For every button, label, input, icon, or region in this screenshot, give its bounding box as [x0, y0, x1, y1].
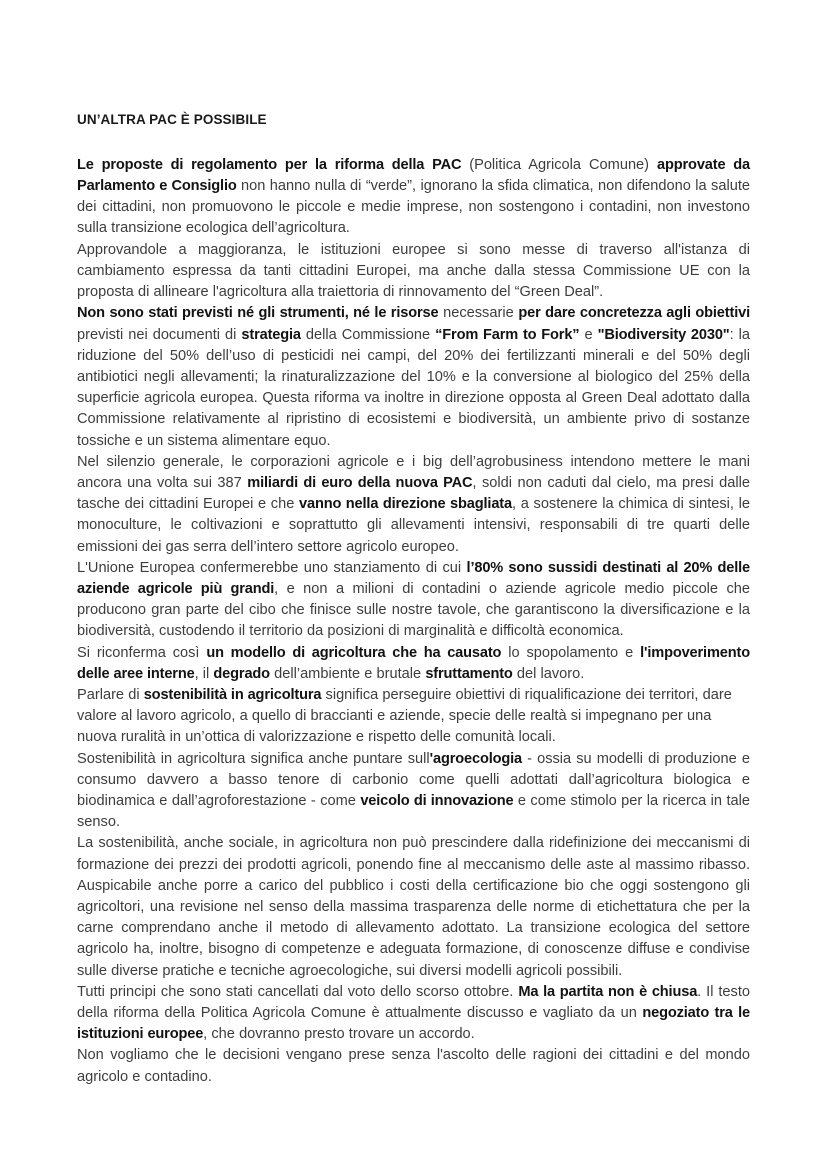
text-run: lo spopolamento e: [501, 644, 641, 661]
emphasis-run: sfruttamento: [425, 665, 513, 682]
p2-approvandole-maggioranza: [77, 240, 750, 304]
text-run: significa perseguire obiettivi di riqualificazione dei territori, dare valore al lavoro agricolo, a quello di braccianti e aziende, specie delle realtà si impegnano per una nuova ruralità in un’ottica di valorizzazione e rispetto delle comunità locali.: [77, 686, 732, 746]
emphasis-run: Le proposte di regolamento per la riforma della PAC: [77, 156, 470, 173]
emphasis-run: miliardi di euro della nuova PAC: [247, 474, 473, 491]
emphasis-run: Non sono stati previsti né gli strumenti, né le risorse: [77, 305, 439, 322]
text-run: non hanno nulla di “verde”, ignorano la sfida climatica, non difendono la salute dei cittadini, non promuovono le piccole e medie imprese, non sostengono i contadini, non investono sulla transizione ecologica dell’agricoltura.: [77, 178, 750, 237]
p7-sostenibilita-agricoltura: [77, 685, 750, 749]
text-run: Parlare di: [77, 686, 144, 703]
paragraph-list: [77, 155, 750, 1088]
text-run: Approvandole a maggioranza, le istituzioni europee si sono messe di traverso all'istanza di cambiamento espressa da tanti cittadini Europei, ma anche dalla stessa Commissione UE con la proposta di allineare l'agricoltura alla traiettoria di rinnovamento del “Green Deal”.: [77, 241, 750, 301]
text-run: previsti nei documenti di: [77, 326, 242, 343]
text-run: Sostenibilità in agricoltura significa anche puntare sull: [77, 750, 430, 767]
text-run: , che dovranno presto trovare un accordo.: [203, 1026, 475, 1043]
text-run: . Il testo della riforma della Politica Agricola Comune è attualmente discusso e vagliato da un: [77, 983, 750, 1021]
text-run: e: [579, 326, 598, 343]
text-run: , e non a milioni di contadini o aziende agricole medio piccole che producono gran parte del cibo che finisce sulle nostre tavole, che garantiscono la diversificazione e la biodiversità, custodendo il territorio da posizioni di marginalità e difficoltà economica.: [77, 580, 750, 640]
document-body: [77, 112, 750, 1088]
emphasis-run: per dare concretezza agli obiettivi: [518, 305, 750, 322]
text-run: Si riconferma così: [77, 644, 207, 661]
p1-proposte-regolamento: [77, 155, 750, 240]
emphasis-run: Ma la partita non è chiusa: [518, 983, 698, 1000]
p9-sostenibilita-sociale: [77, 833, 750, 981]
p4-silenzio-generale: [77, 452, 750, 558]
emphasis-run: strategia: [241, 326, 301, 343]
text-run: : la riduzione del 50% dell’uso di pesticidi nei campi, del 20% dei fertilizzanti minerali e del 50% degli antibiotici negli allevamenti; la rinaturalizzazione del 10% e la conversione al biologico del 25% della superficie agricola europea. Questa riforma va inoltre in direzione opposta al Green Deal adottato dalla Commissione relativamente al ripristino di ecosistemi e biodiversità, un ambiente privo di sostanze tossiche e un sistema alimentare equo.: [77, 326, 750, 449]
text-run: del lavoro.: [512, 665, 585, 682]
text-run: della Commissione: [300, 326, 436, 343]
emphasis-run: l’80% sono sussidi destinati al 20% delle aziende agricole più grandi: [77, 559, 750, 597]
emphasis-run: l'impoverimento delle aree interne: [77, 644, 750, 682]
emphasis-run: approvate da Parlamento e Consiglio: [77, 156, 750, 195]
p5-unione-europea-stanziamento: [77, 558, 750, 643]
page-title: UN’ALTRA PAC È POSSIBILE: [77, 112, 267, 127]
text-run: L'Unione Europea confermerebbe uno stanziamento di cui: [77, 559, 467, 576]
p3-strumenti-risorse: [77, 303, 750, 451]
text-run: dell’ambiente e brutale: [269, 665, 426, 682]
emphasis-run: 'agroecologia: [429, 750, 523, 767]
text-run: La sostenibilità, anche sociale, in agricoltura non può prescindere dalla ridefinizione dei meccanismi di formazione dei prezzi dei prodotti agricoli, ponendo fine al meccanismo delle aste al massimo ribasso. Auspicabile anche porre a carico del pubblico i costi della certificazione bio che oggi sostengono gli agricoltori, una revisione nel senso della massima trasparenza delle norme di etichettatura che per la carne comprendano anche il metodo di allevamento adottato. La transizione ecologica del settore agricolo ha, inoltre, bisogno di competenze e adeguata formazione, di conoscenze diffuse e condivise sulle diverse pratiche e tecniche agroecologiche, sui diversi modelli agricoli possibili.: [77, 835, 750, 979]
p6-modello-agricoltura: [77, 643, 750, 685]
text-run: Tutti principi che sono stati cancellati dal voto dello scorso ottobre.: [77, 983, 519, 1000]
p10-partita-non-chiusa: [77, 982, 750, 1046]
p8-agroecologia: [77, 749, 750, 834]
text-run: - ossia su modelli di produzione e consumo davvero a basso tenore di carbonio come quelli adottati dall’agricoltura biologica e biodinamica e dall’agroforestazione - come: [77, 750, 750, 809]
text-run: e come stimolo per la ricerca in tale senso.: [77, 792, 750, 831]
emphasis-run: veicolo di innovazione: [360, 792, 514, 809]
text-run: , il: [194, 665, 214, 682]
emphasis-run: degrado: [213, 665, 270, 682]
emphasis-run: vanno nella direzione sbagliata: [299, 496, 512, 513]
emphasis-run: negoziato tra le istituzioni europee: [77, 1005, 751, 1043]
text-run: Non vogliamo che le decisioni vengano prese senza l'ascolto delle ragioni dei cittadini e del mondo agricolo e contadino.: [77, 1047, 750, 1085]
text-run: , a sostenere la chimica di sintesi, le monoculture, le coltivazioni e soprattutto gli allevamenti intensivi, responsabili di tre quarti delle emissioni dei gas serra dell’intero settore agricolo europeo.: [77, 496, 750, 555]
text-run: Nel silenzio generale, le corporazioni agricole e i big dell’agrobusiness intendono mettere le mani ancora una volta sui 387: [77, 453, 750, 491]
p11-conclusione: [77, 1045, 750, 1087]
emphasis-run: "Biodiversity 2030": [597, 326, 730, 343]
emphasis-run: “From Farm to Fork”: [435, 326, 580, 343]
emphasis-run: sostenibilità in agricoltura: [143, 686, 322, 703]
text-run: , soldi non caduti dal cielo, ma presi dalle tasche dei cittadini Europei e che: [77, 474, 751, 513]
text-run: (Politica Agricola Comune): [469, 156, 658, 173]
text-run: necessarie: [438, 305, 519, 322]
emphasis-run: un modello di agricoltura che ha causato: [206, 644, 502, 661]
